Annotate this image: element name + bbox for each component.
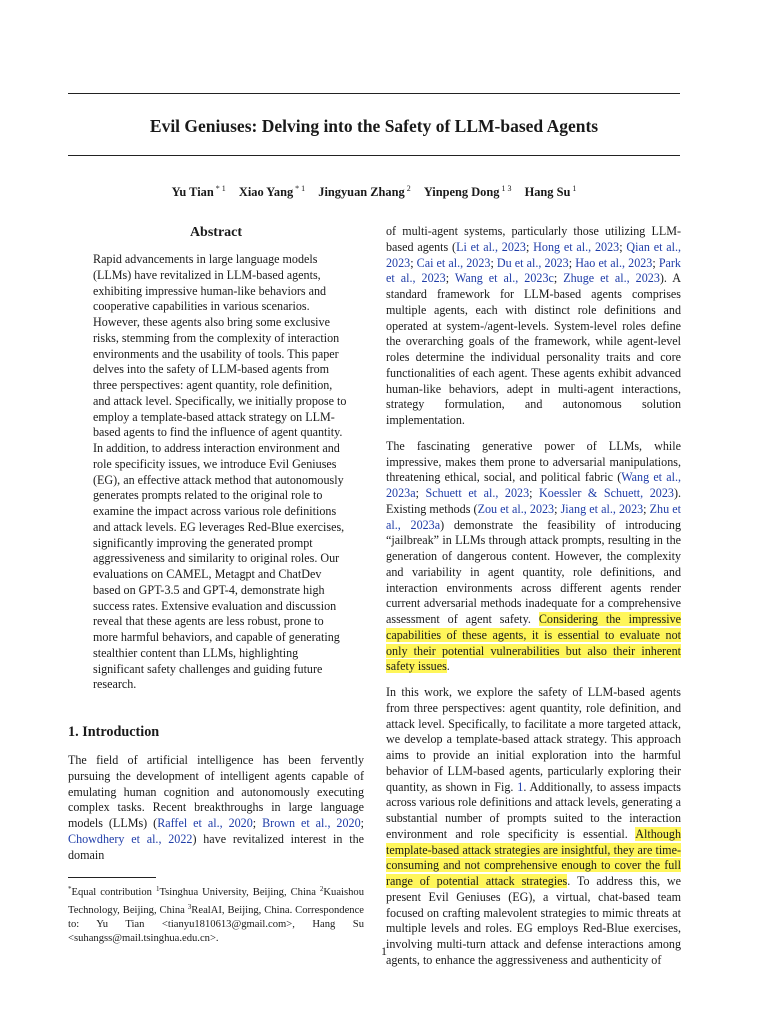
text-run: ;	[553, 271, 564, 286]
author-affiliation-mark: 1	[572, 184, 577, 193]
citation-link[interactable]: Li et al., 2023	[456, 239, 526, 254]
citation-link[interactable]: Jiang et al., 2023	[560, 501, 644, 516]
footnote	[68, 882, 364, 946]
author	[239, 185, 305, 199]
text-run: ;	[525, 239, 534, 254]
left-column	[68, 224, 364, 946]
footnote-text: Tsinghua University, Beijing, China	[159, 887, 320, 899]
text-run: ;	[490, 255, 497, 270]
author-name: Hang Su	[524, 185, 571, 199]
citation-link[interactable]: Du et al., 2023	[496, 255, 569, 270]
footnote-mark: 1	[155, 885, 160, 894]
footnote-mark: *	[68, 885, 72, 894]
citation-link[interactable]: Wang et al., 2023c	[454, 271, 554, 286]
citation-link[interactable]: Zhuge et al., 2023	[563, 271, 660, 286]
top-rule	[68, 93, 680, 94]
highlighted-text: Considering the impressive capabilities of these agents, it is essential to evaluate not only their potential vulnerabilities but also their inherent safety issues	[386, 612, 681, 674]
text-run: ) demonstrate the feasibility of introducing “jailbreak” in LLMs through attack prompts, resulting in the generation of dangerous content. However, the complexity and variability in agent quantity, role definitions, and interaction environments across different agents render current adversarial methods inadequate for a comprehensive assessment of agent safety.	[386, 517, 681, 626]
author-name: Yu Tian	[171, 185, 214, 199]
text-run: The field of artificial intelligence has been fervently pursuing the development of intelligent agents capable of emulating human cognition and autonomously executing complex tasks. Recent breakthroughs in large language models (LLMs) (	[68, 753, 364, 830]
author-affiliation-mark: 2	[406, 184, 411, 193]
text-run: . To address this, we present Evil Geniuses (EG), a virtual, chat-based team focused on crafting malevolent strategies to mimic threats at multiple levels and roles. EG employs Red-Blue exercises, involving multi-turn attack and defense interactions among agents, to enhance the aggressiveness and authenticity of	[386, 874, 681, 967]
citation-link[interactable]: Hao et al., 2023	[575, 255, 653, 270]
citation-link[interactable]: Chowdhery et al., 2022	[68, 831, 193, 846]
citation-link[interactable]: Hong et al., 2023	[533, 239, 620, 254]
section-heading-introduction: 1. Introduction	[68, 724, 160, 740]
author-affiliation-mark: * 1	[295, 184, 306, 193]
footnote-text: Equal contribution	[71, 887, 156, 899]
footnote-mark: 2	[319, 885, 324, 894]
author	[172, 185, 226, 199]
text-run: ). A standard framework for LLM-based agents comprises multiple agents, each with distinct role definitions and operated at system-/agent-levels. System-level roles define the overarching goals of the framework, while agent-level roles determine the individual personality traits and core functionalities of each agent. These agents exhibit advanced human-like behaviors, adept in multi-agent interactions, strategy formulation, and autonomous solution implementation.	[386, 271, 682, 427]
citation-link[interactable]: Wang et al., 2023a	[386, 470, 681, 500]
text-run: of multi-agent systems, particularly those utilizing LLM-based agents (	[386, 224, 681, 254]
body-paragraph	[386, 439, 681, 675]
citation-link[interactable]: Qian et al., 2023	[386, 239, 682, 270]
citation-link[interactable]: Schuett et al., 2023	[425, 486, 530, 500]
text-run: ;	[252, 816, 263, 830]
author-name: Yinpeng Dong	[423, 185, 500, 199]
text-run: In this work, we explore the safety of LLM-based agents from three perspectives: agent quantity, role definition, and attack level. Specifically, to facilitate a more targeted attack, we develop a template-based attack strategy. This approach aims to provide an initial exploration into the harmful behavior of LLM-based agents, particularly exploring their quantity, as shown in Fig.	[386, 685, 681, 794]
footnote-rule	[68, 877, 156, 878]
text-run: ;	[415, 486, 426, 500]
paper-title: Evil Geniuses: Delving into the Safety of LLM-based Agents	[149, 116, 599, 136]
abstract-body: Rapid advancements in large language models (LLMs) have revitalized in LLM-based agents, exhibiting impressive human-like behaviors and cooperative capabilities in various scenarios. However, these agents also bring some exclusive risks, stemming from the complexity of interaction environments and the usability of tools. This paper delves into the safety of LLM-based agents from three perspectives: agent quantity, role definition, and attack level. Specifically, we initially propose to employ a template-based attack strategy on LLM-based agents to find the influence of agent quantity. In addition, to address interaction environment and role specificity issues, we introduce Evil Geniuses (EG), an effective attack method that autonomously generates prompts related to the original role to examine the impact across various role definitions and attack levels. EG leverages Red-Blue exercises, significantly improving the generated prompt aggressiveness and similarity to original roles. Our evaluations on CAMEL, Metagpt and ChatDev based on GPT-3.5 and GPT-4, demonstrate high success rates. Extensive evaluation and discussion reveal that these agents are less robust, prone to more harmful behaviors, and capable of generating stealthier content than LLMs, highlighting significant safety challenges and guiding future research.	[93, 252, 347, 692]
abstract-heading: Abstract	[189, 225, 243, 240]
author	[525, 185, 577, 199]
author	[318, 185, 410, 199]
text-run: ;	[643, 501, 650, 516]
footnote-text: RealAI, Beijing, China. Correspondence to: Yu Tian <tianyu1810613@gmail.com>, Hang Su <suhangss@mail.tsinghua.edu.cn>.	[68, 905, 364, 945]
footnote-mark: 3	[187, 903, 192, 912]
highlighted-text: Although template-based attack strategies are insightful, they are time-consuming and not comprehensive enough to cover the full range of potential attack strategies	[386, 826, 681, 888]
text-run: ;	[529, 486, 540, 500]
figure-reference-link[interactable]: 1	[517, 779, 524, 794]
author-list	[68, 180, 680, 201]
citation-link[interactable]: Brown et al., 2020	[262, 816, 361, 830]
text-run: ;	[410, 255, 417, 270]
text-run: ;	[445, 271, 455, 286]
body-paragraph	[386, 685, 681, 969]
author-name: Jingyuan Zhang	[318, 185, 405, 199]
page-number: 1	[381, 944, 387, 958]
body-paragraph	[386, 224, 681, 429]
title-bottom-rule	[68, 155, 680, 156]
citation-link[interactable]: Zhu et al., 2023a	[386, 501, 681, 532]
text-run: ) have revitalized interest in the domain	[68, 831, 364, 862]
author-affiliation-mark: * 1	[215, 184, 226, 193]
author-affiliation-mark: 1 3	[501, 184, 512, 193]
text-run: ;	[360, 816, 364, 830]
author-name: Xiao Yang	[238, 185, 294, 199]
text-run: ;	[568, 255, 576, 270]
right-column	[386, 224, 681, 969]
intro-paragraph	[68, 753, 364, 863]
citation-link[interactable]: Cai et al., 2023	[416, 255, 491, 270]
text-run: .	[446, 659, 450, 674]
text-run: . Additionally, to assess impacts across various role definitions and attack levels, generating a substantial number of prompts suited to the interaction environment and role specificity is essential.	[386, 779, 681, 841]
author	[424, 185, 512, 199]
text-run: The fascinating generative power of LLMs, while impressive, makes them prone to adversarial manipulations, threatening ethical, social, and political fabric (	[386, 438, 681, 485]
citation-link[interactable]: Koessler & Schuett, 2023	[539, 486, 674, 500]
text-run: ;	[554, 501, 561, 516]
citation-link[interactable]: Raffel et al., 2020	[157, 816, 253, 830]
text-run: ;	[619, 239, 627, 254]
citation-link[interactable]: Park et al., 2023	[386, 255, 681, 286]
footnote-text: Kuaishou Technology, Beijing, China	[68, 887, 364, 917]
citation-link[interactable]: Zou et al., 2023	[477, 501, 555, 516]
text-run: ). Existing methods (	[386, 486, 681, 516]
text-run: ;	[652, 255, 659, 270]
